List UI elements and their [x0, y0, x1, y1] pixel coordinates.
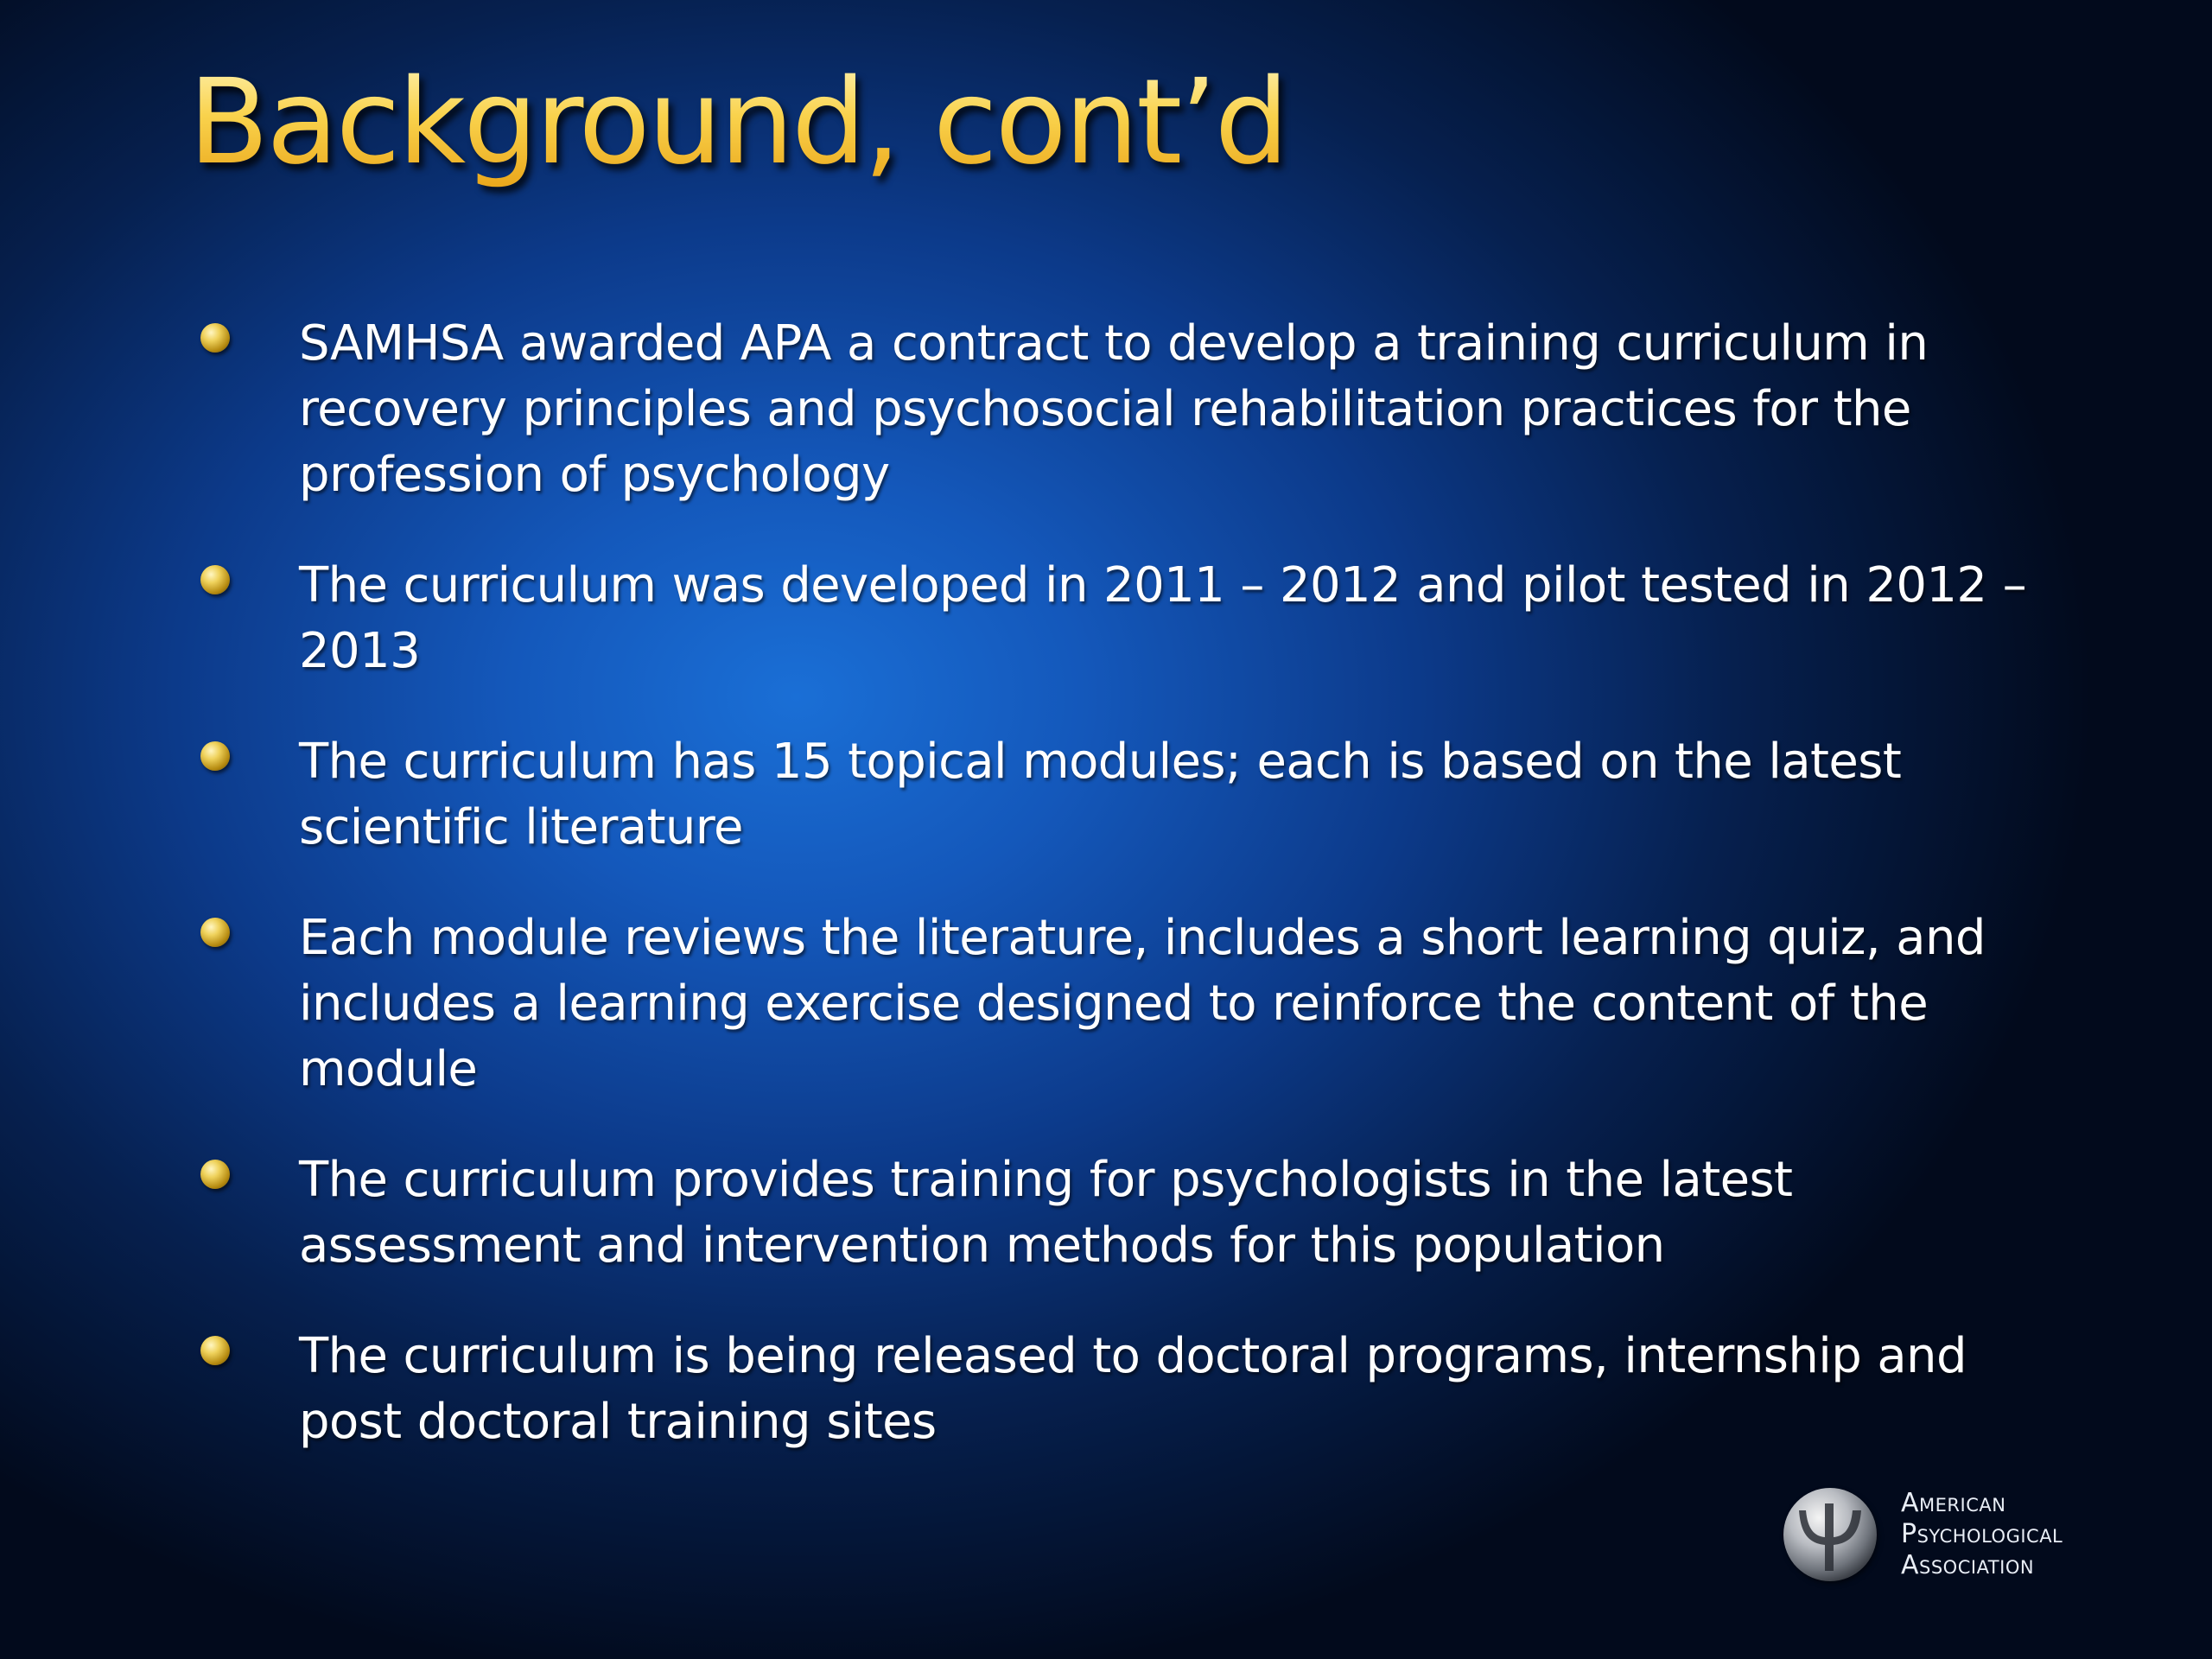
bullet-text: The curriculum has 15 topical modules; each is based on the latest scientific literature — [299, 734, 1902, 855]
bullet-text: The curriculum is being released to doctoral programs, internship and post doctoral training sites — [299, 1328, 1967, 1450]
logo-line: Association — [1901, 1550, 2035, 1580]
bullet-item — [200, 311, 2067, 508]
bullet-item — [200, 553, 2067, 684]
bullet-icon — [200, 1160, 230, 1189]
bullet-item — [200, 1324, 2067, 1455]
apa-logo — [1780, 1484, 2063, 1585]
bullet-item — [200, 906, 2067, 1103]
bullet-text: The curriculum was developed in 2011 – 2012 and pilot tested in 2012 – 2013 — [299, 557, 2027, 679]
bullet-icon — [200, 1336, 230, 1365]
logo-line: Psychological — [1901, 1519, 2063, 1549]
bullet-icon — [200, 565, 230, 594]
slide-title: Background, cont’d — [188, 54, 1287, 191]
psi-emblem-icon — [1780, 1484, 1880, 1585]
bullet-item — [200, 729, 2067, 861]
bullet-icon — [200, 918, 230, 947]
bullet-item — [200, 1147, 2067, 1279]
bullet-icon — [200, 741, 230, 771]
logo-line: American — [1901, 1488, 2006, 1518]
bullet-icon — [200, 323, 230, 353]
bullet-text: SAMHSA awarded APA a contract to develop a training curriculum in recovery principles and psychosocial rehabilitation practices for the profession of psychology — [299, 315, 1929, 503]
bullet-text: Each module reviews the literature, includes a short learning quiz, and includes a learning exercise designed to reinforce the content of the module — [299, 910, 1986, 1097]
bullet-text: The curriculum provides training for psychologists in the latest assessment and intervention methods for this population — [299, 1152, 1793, 1274]
bullet-list — [200, 311, 2067, 1500]
apa-wordmark — [1901, 1488, 2063, 1581]
